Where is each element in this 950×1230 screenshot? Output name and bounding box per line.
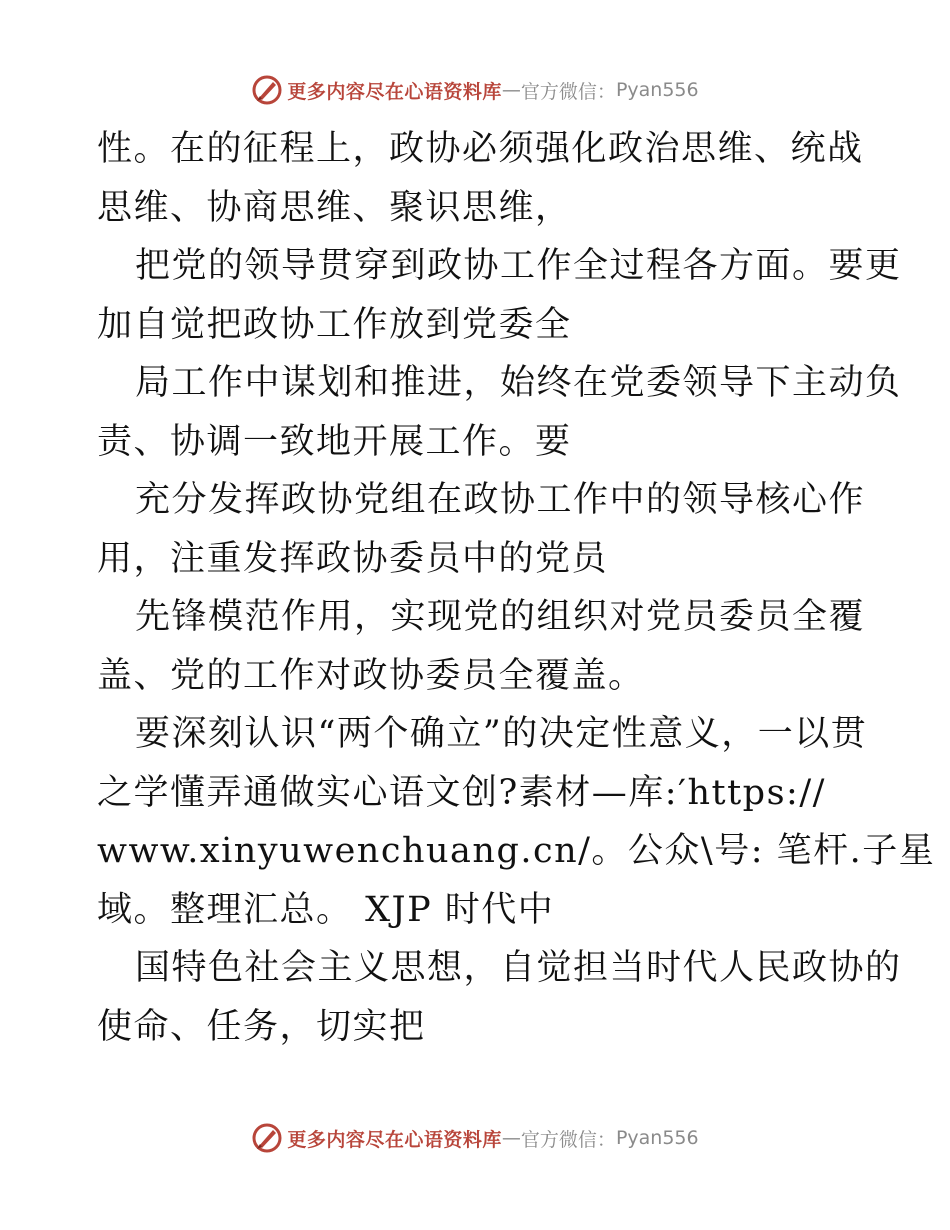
text-line-15: 国特色社会主义思想，自觉担当时代人民政协的	[135, 948, 902, 988]
text-line-9: 先锋模范作用，实现党的组织对党员委员全覆	[135, 597, 866, 637]
text-line-11: 要深刻认识“两个确立”的决定性意义，一以贯	[135, 714, 868, 754]
header-banner	[0, 70, 950, 110]
footer-dash: —	[501, 1127, 521, 1149]
quill-logo-icon	[251, 1122, 283, 1154]
text-line-10: 盖、党的工作对政协委员全覆盖。	[97, 655, 645, 696]
header-wechat-id: Pyan556	[615, 79, 699, 101]
footer-wechat-label: 官方微信：	[520, 1128, 616, 1151]
text-line-6: 责、协调一致地开展工作。要	[97, 421, 572, 462]
text-line-12: 之学懂弄通做实心语文创?素材—库:′https://	[97, 772, 826, 813]
text-line-2: 思维、协商思维、聚识思维，	[97, 187, 572, 228]
text-line-1: 性。在的征程上，政协必须强化政治思维、统战	[97, 129, 864, 169]
footer-wechat-id: Pyan556	[615, 1127, 699, 1149]
text-line-14: 域。整理汇总。 XJP 时代中	[97, 889, 555, 930]
footer-banner	[0, 1118, 950, 1158]
text-line-5: 局工作中谋划和推进，始终在党委领导下主动负	[135, 363, 902, 403]
text-line-16: 使命、任务，切实把	[97, 1006, 426, 1047]
text-line-4: 加自觉把政协工作放到党委全	[97, 304, 572, 345]
document-body	[97, 120, 936, 1056]
text-line-8: 用，注重发挥政协委员中的党员	[97, 538, 609, 579]
text-line-7: 充分发挥政协党组在政协工作中的领导核心作	[135, 480, 866, 520]
header-brand-text: 更多内容尽在心语资料库	[287, 80, 502, 103]
footer-brand-text: 更多内容尽在心语资料库	[287, 1128, 502, 1151]
header-wechat-label: 官方微信：	[520, 80, 616, 103]
header-dash: —	[501, 79, 521, 101]
text-line-3: 把党的领导贯穿到政协工作全过程各方面。要更	[135, 246, 902, 286]
text-line-13: www.xinyuwenchuang.cn/。公众\号: 笔杆.子星	[97, 831, 936, 871]
quill-logo-icon	[251, 74, 283, 106]
